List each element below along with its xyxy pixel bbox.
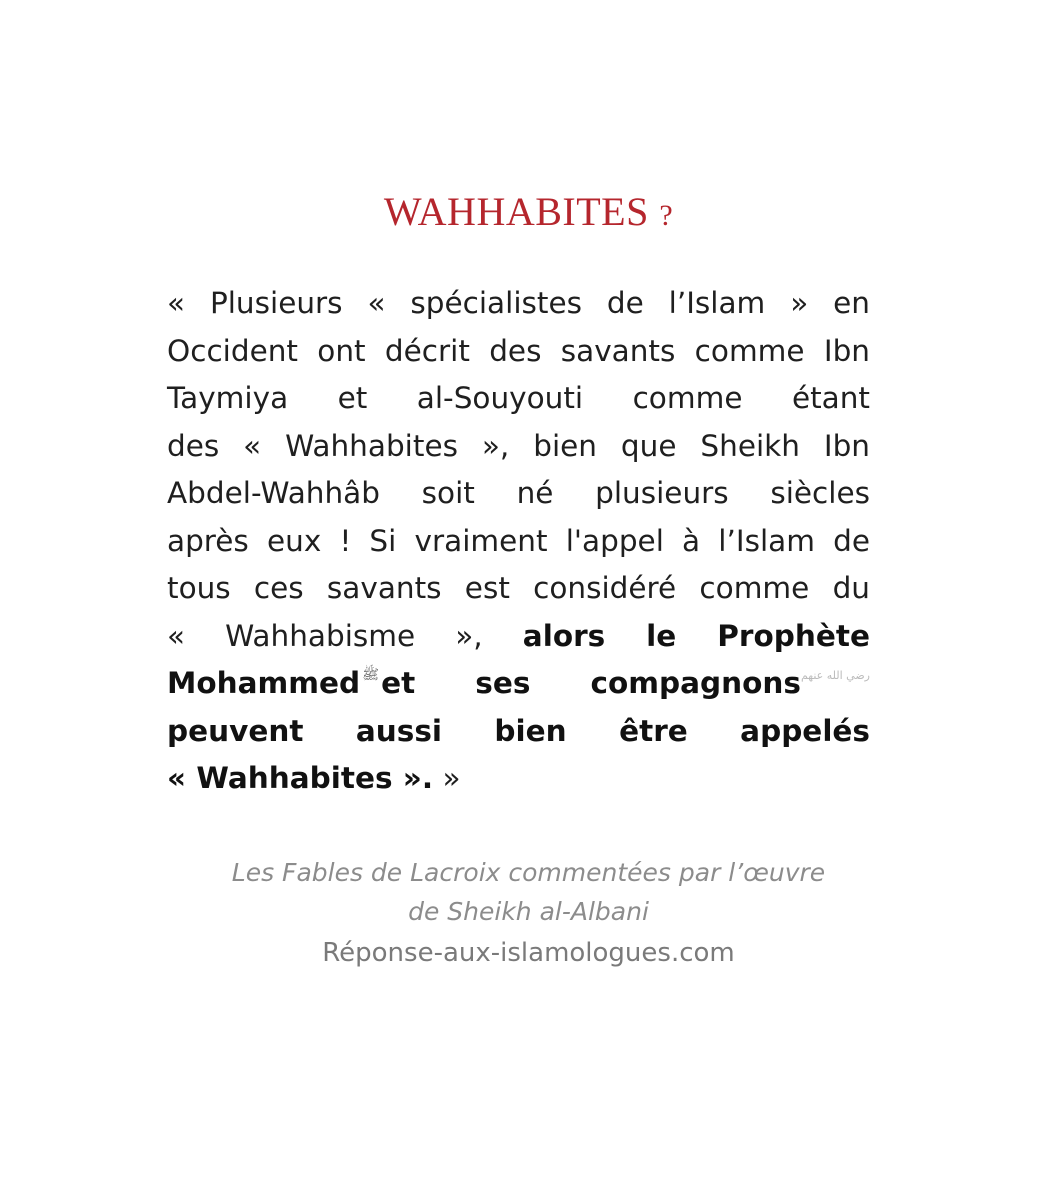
quote-line [167,708,870,756]
quote-line [167,328,870,376]
quote-bold-text: peuvent aussi bien être appelés [167,713,870,748]
source-attribution [0,853,1057,975]
quote-line [167,755,870,803]
quote-bold-text: « Wahhabites ». [167,761,434,795]
quote-text: des « Wahhabites », bien que Sheikh Ibn [167,428,870,463]
title-question-mark: ? [659,199,674,232]
page-title [0,188,1057,235]
quote-line [167,660,870,708]
quote-line [167,565,870,613]
quote-text: « Plusieurs « spécialistes de l’Islam » en [167,286,870,320]
quote-block [167,280,870,803]
quote-text: tous ces savants est considéré comme du [167,571,870,605]
salutation-glyph-companions: رضي الله عنهم [800,669,870,682]
book-title-line-1: Les Fables de Lacroix commentées par l’œuvre [231,858,826,887]
quote-text: « Wahhabisme », [167,618,483,653]
quote-line [167,423,870,471]
quote-line [167,470,870,518]
quote-text: Abdel-Wahhâb soit né plusieurs siècles [167,476,870,510]
quote-bold-text: Mohammed [167,666,361,700]
quote-closing-mark: » [433,761,461,795]
salutation-glyph: ﷺ [362,667,380,683]
quote-line [167,375,870,423]
quote-line [167,613,870,661]
quote-bold-text: et ses compagnons [381,666,801,700]
website-text: Réponse-aux-islamologues.com [322,938,735,968]
book-title-line-2: de Sheikh al-Albani [408,897,649,926]
title-text: WAHHABITES [383,189,649,234]
quote-text: après eux ! Si vraiment l'appel à l’Islam de [167,523,870,558]
quote-line [167,280,870,328]
quote-text: Taymiya et al-Souyouti comme étant [167,381,870,415]
quote-text: Occident ont décrit des savants comme Ibn [167,333,870,368]
quote-line [167,518,870,566]
quote-bold-text: alors le Prophète [522,618,870,653]
